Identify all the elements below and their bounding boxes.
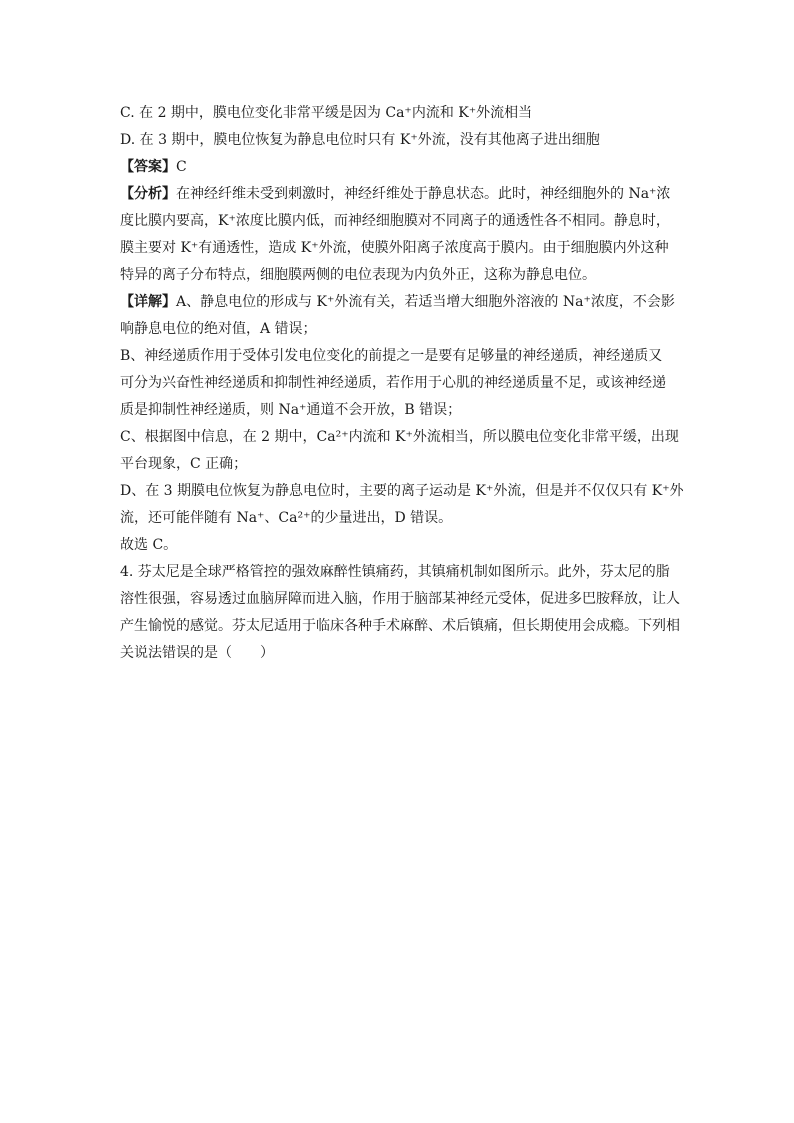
- document-page: [120, 100, 684, 667]
- question-4-line-2: 溶性很强，容易透过血脑屏障而进入脑，作用于脑部某神经元受体，促进多巴胺释放，让人: [120, 591, 680, 607]
- question-4-line-1: 4. 芬太尼是全球严格管控的强效麻醉性镇痛药，其镇痛机制如图所示。此外，芬太尼的脂: [120, 564, 670, 580]
- detail-c-line-2: 平台现象，C 正确；: [120, 456, 248, 472]
- detail-line-1: [120, 289, 680, 316]
- analysis-line-2: 度比膜内要高，K⁺浓度比膜内低，而神经细胞膜对不同离子的通透性各不相同。静息时，: [120, 213, 670, 229]
- answer-label: 【答案】: [120, 159, 176, 175]
- analysis-line-1: [120, 181, 680, 208]
- detail-d-line-1: D、在 3 期膜电位恢复为静息电位时，主要的离子运动是 K⁺外流，但是并不仅仅只有 K⁺外: [120, 483, 684, 499]
- detail-b-line-1: B、神经递质作用于受体引发电位变化的前提之一是要有足够量的神经递质，神经递质又: [120, 348, 663, 364]
- analysis-label: 【分析】: [120, 186, 176, 202]
- answer-value: C: [176, 159, 187, 175]
- detail-b-line-3: 质是抑制性神经递质，则 Na⁺通道不会开放，B 错误；: [120, 402, 462, 418]
- analysis-text: 在神经纤维未受到刺激时，神经纤维处于静息状态。此时，神经细胞外的 Na⁺浓: [176, 186, 671, 202]
- detail-d-line-2: 流，还可能伴随有 Na⁺、Ca²⁺的少量进出，D 错误。: [120, 510, 453, 526]
- detail-c-line-1: C、根据图中信息，在 2 期中，Ca²⁺内流和 K⁺外流相当，所以膜电位变化非常平缓，出现: [120, 429, 679, 445]
- analysis-line-4: 特异的离子分布特点，细胞膜两侧的电位表现为内负外正，这称为静息电位。: [120, 267, 596, 283]
- option-c: C. 在 2 期中，膜电位变化非常平缓是因为 Ca⁺内流和 K⁺外流相当: [120, 105, 533, 121]
- analysis-line-3: 膜主要对 K⁺有通透性，造成 K⁺外流，使膜外阳离子浓度高于膜内。由于细胞膜内外这种: [120, 240, 669, 256]
- answer-line: [120, 154, 680, 181]
- option-d: D. 在 3 期中，膜电位恢复为静息电位时只有 K⁺外流，没有其他离子进出细胞: [120, 132, 600, 148]
- detail-text: A、静息电位的形成与 K⁺外流有关，若适当增大细胞外溶液的 Na⁺浓度，不会影: [176, 294, 675, 310]
- question-4-line-3: 产生愉悦的感觉。芬太尼适用于临床各种手术麻醉、术后镇痛，但长期使用会成瘾。下列相: [120, 618, 680, 634]
- detail-label: 【详解】: [120, 294, 176, 310]
- detail-line-2: 响静息电位的绝对值，A 错误；: [120, 321, 317, 337]
- choice-line: 故选 C。: [120, 537, 178, 553]
- detail-b-line-2: 可分为兴奋性神经递质和抑制性神经递质，若作用于心肌的神经递质量不足，或该神经递: [120, 375, 666, 391]
- question-4-line-4: 关说法错误的是（ ）: [120, 645, 274, 661]
